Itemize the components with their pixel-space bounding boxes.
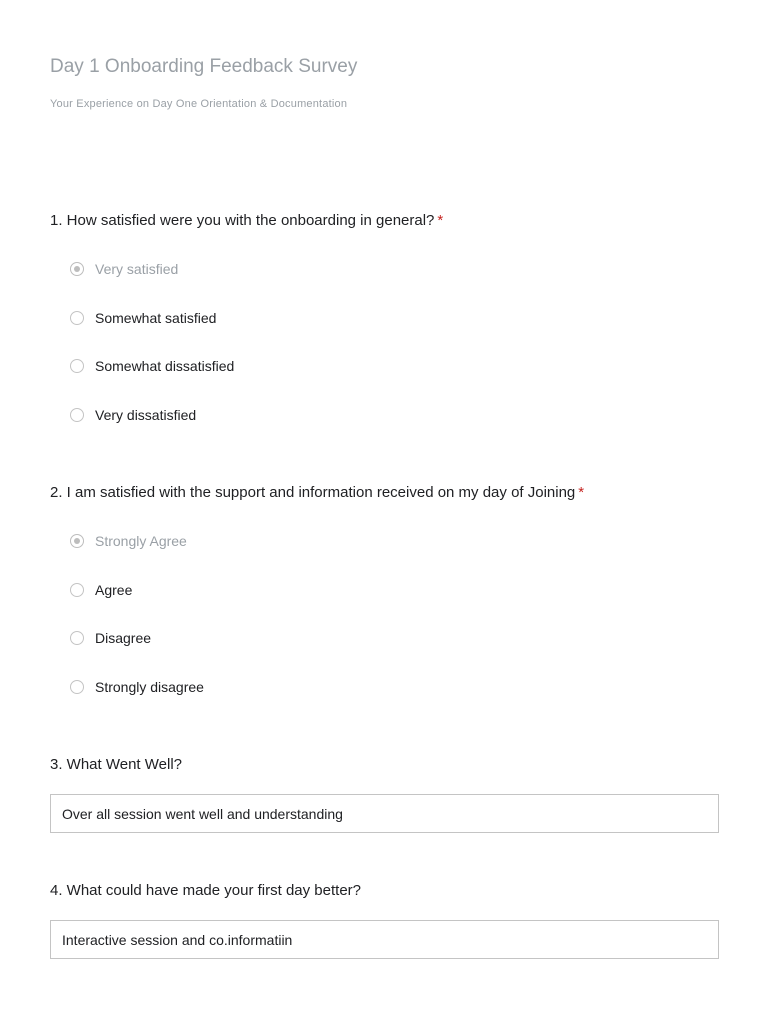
question-4-title [50, 882, 361, 899]
form-title: Day 1 Onboarding Feedback Survey [50, 56, 358, 77]
form-subtitle: Your Experience on Day One Orientation & Documentation [50, 98, 348, 110]
question-1-title [50, 212, 443, 229]
q2-option-strongly-agree[interactable] [70, 531, 187, 551]
option-label: Agree [95, 582, 133, 598]
q1-option-very-dissatisfied[interactable] [70, 405, 196, 425]
q3-answer-field[interactable]: Over all session went well and understanding [50, 794, 719, 833]
question-3-text: 3. What Went Well? [50, 756, 182, 773]
question-2-title [50, 484, 584, 501]
option-label: Somewhat satisfied [95, 310, 217, 326]
question-4-text: 4. What could have made your first day better? [50, 882, 361, 899]
option-label: Very dissatisfied [95, 407, 197, 423]
question-3-title [50, 756, 182, 773]
q1-option-somewhat-dissatisfied[interactable] [70, 356, 234, 376]
option-label: Strongly disagree [95, 679, 204, 695]
radio-button[interactable] [70, 680, 84, 694]
radio-button[interactable] [70, 359, 84, 373]
option-label: Disagree [95, 630, 152, 646]
required-mark: * [578, 484, 585, 501]
q4-answer-field[interactable]: Interactive session and co.informatiin [50, 920, 719, 959]
radio-button[interactable] [70, 534, 84, 548]
radio-button[interactable] [70, 262, 84, 276]
q2-option-agree[interactable] [70, 580, 132, 600]
radio-button[interactable] [70, 408, 84, 422]
radio-button[interactable] [70, 311, 84, 325]
q2-option-strongly-disagree[interactable] [70, 677, 204, 697]
radio-button[interactable] [70, 631, 84, 645]
option-label: Strongly Agree [95, 533, 187, 549]
option-label: Somewhat dissatisfied [95, 358, 235, 374]
option-label: Very satisfied [95, 261, 179, 277]
required-mark: * [437, 212, 444, 229]
q1-option-very-satisfied[interactable] [70, 259, 178, 279]
q2-option-disagree[interactable] [70, 628, 151, 648]
question-2-text: 2. I am satisfied with the support and information received on my day of Joining [50, 484, 576, 501]
radio-button[interactable] [70, 583, 84, 597]
q1-option-somewhat-satisfied[interactable] [70, 308, 216, 328]
question-1-text: 1. How satisfied were you with the onboarding in general? [50, 212, 435, 229]
